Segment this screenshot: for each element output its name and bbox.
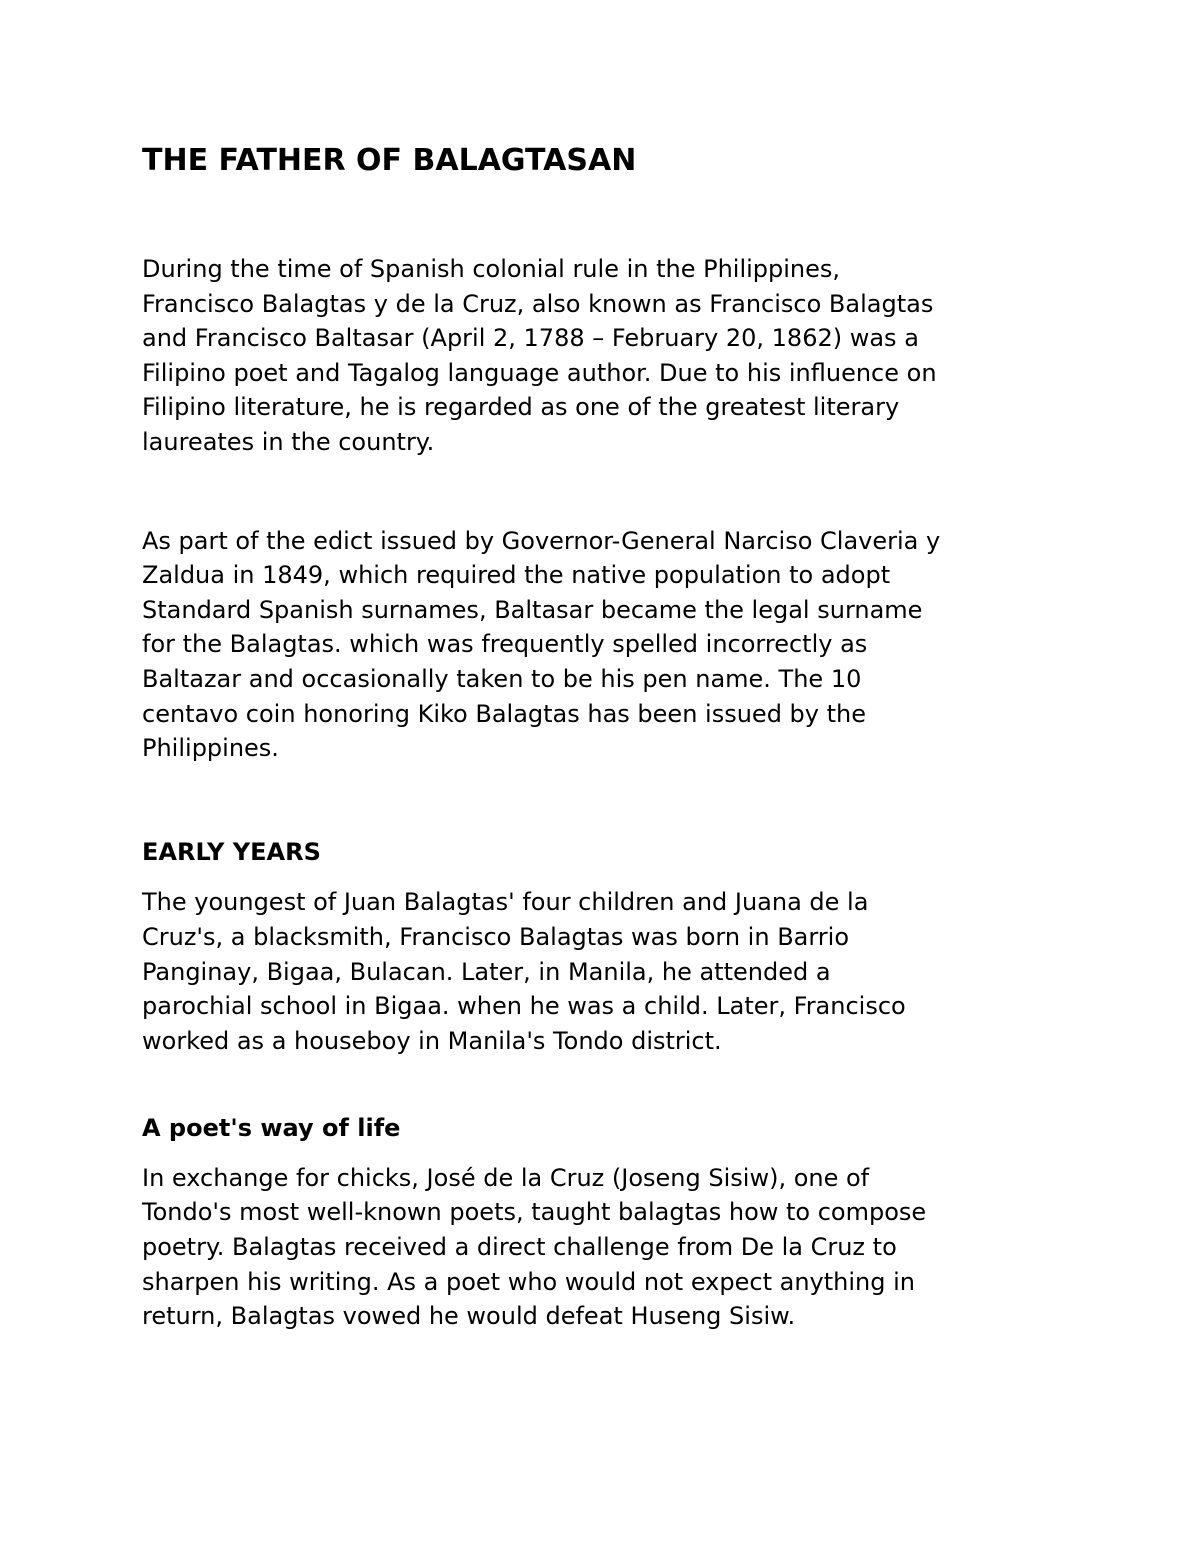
paragraph-line: parochial school in Bigaa. when he was a child. Later, Francisco: [142, 992, 906, 1021]
paragraph-line: Philippines.: [142, 734, 279, 763]
paragraph-line: sharpen his writing. As a poet who would not expect anything in: [142, 1267, 915, 1296]
paragraph-line: Filipino literature, he is regarded as one of the greatest literary: [142, 393, 900, 422]
poets-way-heading: A poet's way of life: [142, 1114, 401, 1143]
paragraph-line: Standard Spanish surnames, Baltasar became the legal surname: [142, 595, 923, 624]
intro-paragraph-2: [142, 524, 1072, 766]
paragraph-line: worked as a houseboy in Manila's Tondo district.: [142, 1026, 722, 1055]
paragraph-line: for the Balagtas. which was frequently spelled incorrectly as: [142, 630, 868, 659]
poets-way-paragraph: [142, 1161, 1072, 1334]
paragraph-line: Cruz's, a blacksmith, Francisco Balagtas was born in Barrio: [142, 922, 850, 951]
paragraph-line: and Francisco Baltasar (April 2, 1788 – February 20, 1862) was a: [142, 324, 919, 353]
paragraph-line: In exchange for chicks, José de la Cruz (Joseng Sisiw), one of: [142, 1163, 870, 1192]
paragraph-line: The youngest of Juan Balagtas' four children and Juana de la: [142, 888, 869, 917]
paragraph-line: laureates in the country.: [142, 427, 435, 456]
paragraph-line: Filipino poet and Tagalog language author. Due to his influence on: [142, 358, 937, 387]
paragraph-line: During the time of Spanish colonial rule in the Philippines,: [142, 255, 841, 283]
paragraph-line: poetry. Balagtas received a direct challenge from De la Cruz to: [142, 1233, 897, 1262]
paragraph-line: Zaldua in 1849, which required the native population to adopt: [142, 561, 891, 590]
paragraph-line: As part of the edict issued by Governor-General Narciso Claveria y: [142, 526, 941, 555]
paragraph-line: centavo coin honoring Kiko Balagtas has been issued by the: [142, 699, 867, 728]
document-body: [142, 140, 1072, 1334]
paragraph-line: Francisco Balagtas y de la Cruz, also known as Francisco Balagtas: [142, 289, 934, 318]
paragraph-line: Baltazar and occasionally taken to be his pen name. The 10: [142, 664, 862, 693]
paragraph-line: return, Balagtas vowed he would defeat Huseng Sisiw.: [142, 1302, 796, 1331]
early-years-heading: EARLY YEARS: [142, 837, 321, 866]
intro-paragraph-1: [142, 252, 1072, 460]
early-years-paragraph: [142, 885, 1072, 1058]
paragraph-line: Panginay, Bigaa, Bulacan. Later, in Manila, he attended a: [142, 957, 831, 986]
document-title: THE FATHER OF BALAGTASAN: [142, 143, 637, 178]
paragraph-line: Tondo's most well-known poets, taught balagtas how to compose: [142, 1198, 927, 1227]
